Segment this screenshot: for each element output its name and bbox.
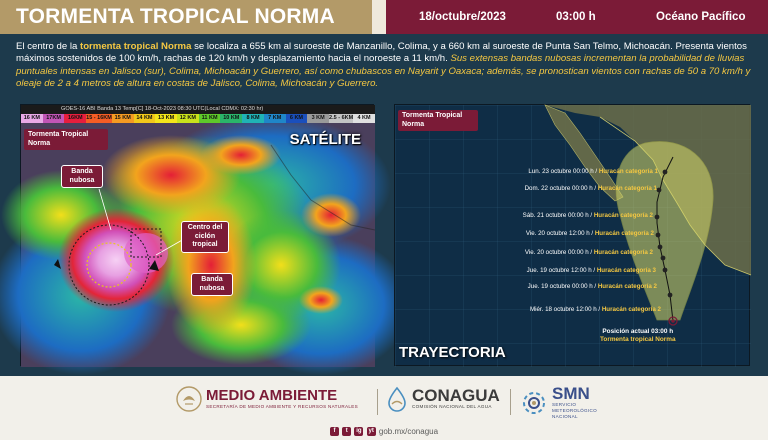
- label-band-nubosa-right: [191, 273, 233, 296]
- scale-cell: 3 KM: [307, 114, 329, 123]
- youtube-icon[interactable]: yt: [368, 428, 374, 435]
- label-band-top-line1: Banda: [71, 168, 93, 175]
- satellite-title: SATÉLITE: [289, 131, 361, 148]
- twitter-icon[interactable]: t: [342, 427, 351, 436]
- scale-cell: 17KM: [43, 114, 65, 123]
- footer-logos: [0, 376, 768, 440]
- date-text: 18/octubre/2023: [419, 11, 506, 23]
- scale-cell: 11 KM: [199, 114, 221, 123]
- title-block: [0, 0, 372, 34]
- current-position-line1: Posición actual 03:00 h: [602, 328, 674, 335]
- satellite-panel: [20, 104, 374, 366]
- forecast-label: Jue. 19 octubre 12:00 h / Huracán categoría 3: [526, 267, 656, 274]
- forecast-label: Jue. 19 octubre 00:00 h / Huracán categoría 2: [527, 283, 657, 290]
- scale-cell: 16KM: [64, 114, 86, 123]
- scale-cell: 10 KM: [220, 114, 242, 123]
- label-band-top-line2: nubosa: [69, 176, 95, 184]
- scale-cell: 6 KM: [286, 114, 308, 123]
- forecast-label: Lun. 23 octubre 00:00 h / Huracán categoría 1: [528, 168, 658, 175]
- trajectory-storm-tag: [398, 110, 478, 131]
- label-band-right-line1: Banda: [201, 276, 223, 283]
- forecast-label: Vie. 20 octubre 00:00 h / Huracán categoría 2: [524, 249, 653, 256]
- medio-ambiente-text: MEDIO AMBIENTE: [206, 387, 338, 404]
- label-cyclone-center: [181, 221, 229, 253]
- smn-swirl-icon: [520, 389, 548, 417]
- desc-forecast-italic: Sus extensas bandas nubosas incrementan la probabilidad de lluvias puntuales intensas en Jalisco (sur), Colima, Michoacán y Guerrero, así como chubascos en Nayarit y Oaxaca; además, se pronostican vientos con rachas de 50 a 70 km/h y oleaje de 2 a 4 metros de altura en costas de Jalisco, Colima, Michoacán y Guerrero.: [16, 53, 751, 90]
- website-link[interactable]: gob.mx/conagua: [378, 427, 439, 436]
- scale-cell: 7 KM: [264, 114, 286, 123]
- label-center-line1: Centro del: [187, 224, 223, 231]
- desc-part-2: se localiza a 655 km al suroeste de Manzanillo, Colima, y a 660 km al suroeste de Punta San Telmo, Michoacán. Presenta vientos máximos sostenidos de 100 km/h, rachas de 120 km/h y desplazamiento hacia el noroeste a 11 km/h.: [16, 41, 747, 65]
- label-center-line2: ciclón: [194, 232, 216, 240]
- conagua-text: CONAGUA: [412, 386, 500, 405]
- scale-cell: 13 KM: [155, 114, 177, 123]
- time-text: 03:00 h: [556, 11, 596, 23]
- label-band-nubosa-top: [61, 165, 103, 188]
- current-position-label: [600, 328, 676, 344]
- conagua-logo: [385, 386, 500, 412]
- scale-cell: 4 KM: [353, 114, 375, 123]
- ocean-text: Océano Pacífico: [656, 11, 746, 23]
- smn-sub-line1: SERVICIO: [552, 402, 577, 407]
- label-center-line3: tropical: [192, 241, 218, 248]
- meta-block: [386, 0, 768, 34]
- scale-cell: 16 KM: [21, 114, 43, 123]
- scale-cell: 15 KM: [112, 114, 134, 123]
- smn-sub-line2: METEOROLÓGICO: [552, 408, 597, 413]
- forecast-label: Dom. 22 octubre 00:00 h / Huracán categoría 1: [524, 185, 657, 192]
- scale-cell: 2.5 - 6KM: [329, 115, 354, 121]
- bulletin-description: [16, 41, 754, 91]
- trajectory-panel: [394, 104, 750, 366]
- label-band-right-line2: nubosa: [199, 284, 225, 292]
- header-bar: [0, 0, 768, 34]
- altitude-scale: [21, 114, 375, 123]
- trajectory-tag-line1: Tormenta Tropical: [402, 112, 463, 119]
- satellite-info-bar: GOES-16 ABI Banda 13 Temp[C] 18-Oct-2023 08:30 UTC(Local CDMX: 02:30 hr): [21, 105, 375, 114]
- satellite-storm-tag: [24, 129, 108, 150]
- scale-cell: 15 - 16KM: [86, 115, 112, 121]
- scale-cell: 8 KM: [242, 114, 264, 123]
- medio-ambiente-logo: [176, 386, 358, 412]
- water-drop-icon: [385, 386, 409, 412]
- scale-cell: 14 KM: [134, 114, 156, 123]
- smn-logo: [520, 386, 597, 420]
- social-links: [0, 427, 768, 436]
- desc-part-1: El centro de la: [16, 41, 80, 52]
- trajectory-tag-line2: Norma: [402, 120, 425, 128]
- satellite-tag-line2: Norma: [28, 139, 51, 147]
- facebook-icon[interactable]: f: [330, 427, 339, 436]
- trajectory-title: TRAYECTORIA: [399, 344, 506, 361]
- eagle-seal-icon: [176, 386, 202, 412]
- smn-text: SMN: [552, 384, 590, 403]
- satellite-tag-line1: Tormenta Tropical: [28, 131, 89, 138]
- scale-cell: 12 KM: [177, 114, 199, 123]
- page-title: TORMENTA TROPICAL NORMA: [16, 5, 335, 28]
- forecast-label: Vie. 20 octubre 12:00 h / Huracán categoría 2: [525, 230, 654, 237]
- conagua-sub-text: COMISIÓN NACIONAL DEL AGUA: [412, 404, 492, 409]
- instagram-icon[interactable]: ig: [356, 428, 362, 435]
- forecast-label: Miér. 18 octubre 12:00 h / Huracán categoría 2: [529, 306, 661, 313]
- storm-name-highlight: tormenta tropical Norma: [80, 41, 192, 52]
- forecast-label: Sáb. 21 octubre 00:00 h / Huracán categoría 2: [522, 212, 653, 219]
- smn-sub-line3: NACIONAL: [552, 414, 578, 419]
- logo-divider: [377, 389, 378, 415]
- logo-divider: [510, 389, 511, 415]
- current-position-line2: Tormenta tropical Norma: [600, 336, 676, 343]
- semarnat-text: SECRETARÍA DE MEDIO AMBIENTE Y RECURSOS NATURALES: [206, 404, 358, 409]
